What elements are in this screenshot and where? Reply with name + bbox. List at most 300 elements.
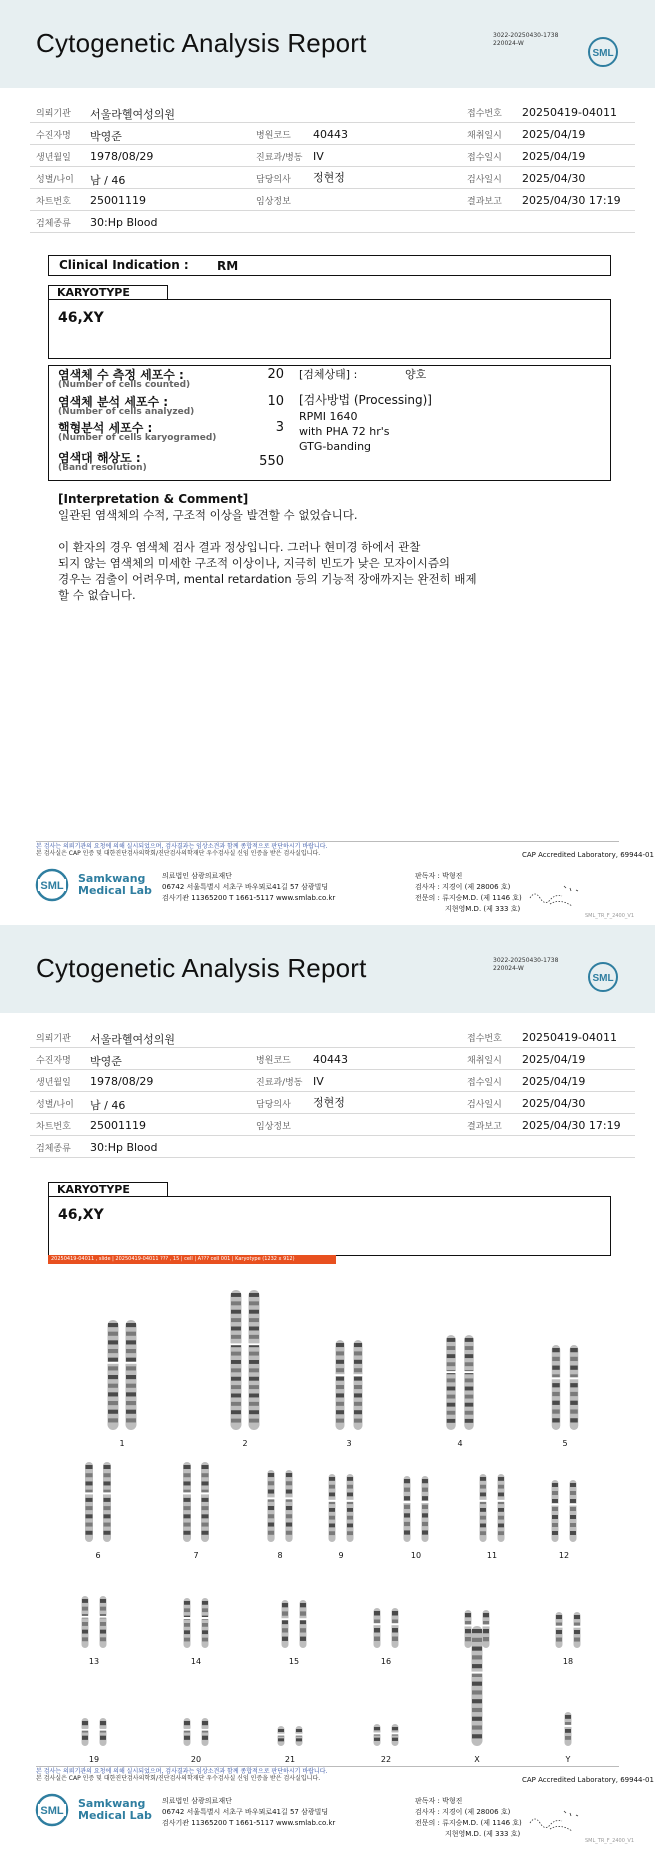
- chromosome-band: [552, 1483, 558, 1487]
- hospital-code-value: 40443: [313, 128, 348, 141]
- chromosome-band: [268, 1514, 274, 1518]
- chromosome-band: [574, 1630, 580, 1634]
- karyogram-image-bar: 20250419-04011 , slide | 20250419-04011 ??? , 15 | cell | A??? cell 001 | Karyotype (1232 x 912): [48, 1255, 336, 1264]
- specimen-label: 검체종류: [36, 219, 71, 229]
- doctor-value: 정현정: [313, 1096, 345, 1109]
- chromosome-band: [184, 1721, 190, 1725]
- chromosome-band: [483, 1613, 489, 1617]
- chromosome-band: [268, 1481, 274, 1485]
- chromosome-label-21: 21: [284, 1755, 296, 1764]
- cap-accreditation: CAP Accredited Laboratory, 69944-01: [522, 1776, 654, 1784]
- chromosome-band: [347, 1508, 353, 1512]
- chromosome-band: [329, 1524, 335, 1528]
- chart-label: 차트번호: [36, 1122, 71, 1132]
- chromosome-band: [300, 1637, 306, 1641]
- chromosome-band: [108, 1392, 118, 1396]
- chromosome-band: [249, 1335, 259, 1339]
- chart-value: 25001119: [90, 1119, 146, 1132]
- chromosome-label-Y: Y: [565, 1755, 571, 1764]
- chromosome-band: [354, 1351, 362, 1355]
- chromosome-band: [465, 1637, 471, 1641]
- chromosome-band: [184, 1481, 191, 1485]
- institution-value: 서울라헬여성의원: [90, 1033, 176, 1046]
- cells-karyogramed-value: 3: [275, 420, 284, 435]
- chromosome-band: [286, 1506, 292, 1510]
- chromosome-band: [465, 1378, 474, 1382]
- svg-text:SML: SML: [40, 1805, 64, 1817]
- chromosome-band: [465, 1411, 474, 1415]
- chromosome-band: [552, 1348, 560, 1352]
- chromosome-band: [374, 1738, 380, 1741]
- footer-notice-2: 본 검사실은 CAP 인증 및 대한진단검사의학회/진단검사의학재단 우수검사실 신임 인증을 받은 검사실입니다.: [36, 850, 321, 857]
- centromere: [463, 1371, 475, 1373]
- chromosome-band: [556, 1615, 562, 1619]
- hospital-code-label: 병원코드: [256, 131, 291, 141]
- svg-text:SML: SML: [592, 973, 614, 984]
- chromosome-band: [480, 1485, 486, 1489]
- chromosome-band: [278, 1729, 284, 1732]
- chromosome-band: [126, 1410, 136, 1414]
- chromosome-band: [565, 1729, 571, 1733]
- chromosome-pair-5: [551, 1345, 580, 1448]
- birth-value: 1978/08/29: [90, 1075, 154, 1088]
- chromosome-band: [465, 1362, 474, 1366]
- cell-counts-box: [48, 365, 611, 481]
- chromosome-band: [278, 1738, 284, 1741]
- centromere: [295, 1734, 304, 1736]
- chromosome-band: [231, 1368, 241, 1372]
- chromosome-band: [552, 1383, 560, 1387]
- result-label: 결과보고: [467, 1122, 502, 1132]
- chromosome-band: [570, 1483, 576, 1487]
- chromosome-band: [552, 1418, 560, 1422]
- tested-value: 2025/04/30: [522, 172, 586, 185]
- chromosome-band: [202, 1623, 208, 1627]
- collection-value: 2025/04/19: [522, 1053, 586, 1066]
- processing-medium: RPMI 1640: [299, 410, 358, 423]
- doctor-value: 정현정: [313, 171, 345, 184]
- chromosome-band: [404, 1522, 410, 1526]
- staff-specialist-1: 전문의 : 류지승M.D. (제 1146 호): [415, 1819, 522, 1827]
- centromere: [391, 1623, 400, 1625]
- chromosome-band: [570, 1366, 578, 1370]
- chromosome-band: [422, 1530, 428, 1534]
- chromosome-band: [108, 1401, 118, 1405]
- cap-accreditation: CAP Accredited Laboratory, 69944-01: [522, 851, 654, 859]
- chromosome-band: [374, 1637, 380, 1642]
- chromosome-band: [347, 1531, 353, 1535]
- chromosome-band: [422, 1513, 428, 1517]
- chromosome-label-7: 7: [193, 1551, 199, 1560]
- chromosome-band: [82, 1607, 88, 1611]
- chromosome-band: [552, 1357, 560, 1361]
- chromosome-band: [354, 1360, 362, 1364]
- chromosome-band: [184, 1473, 191, 1477]
- specimen-value: 30:Hp Blood: [90, 1141, 158, 1154]
- chromosome-band: [231, 1402, 241, 1406]
- chromosome-band: [202, 1481, 209, 1485]
- info-row-birth: [30, 1070, 635, 1092]
- centromere: [107, 1362, 120, 1364]
- report-title: Cytogenetic Analysis Report: [36, 953, 367, 983]
- chromosome-band: [336, 1377, 344, 1381]
- cells-counted-label: 염색체 수 측정 세포수 :: [58, 368, 184, 382]
- chromosome-band: [422, 1522, 428, 1526]
- accession-label: 접수번호: [467, 1034, 502, 1044]
- chromosome-band: [300, 1620, 306, 1624]
- chromosome-band: [202, 1498, 209, 1502]
- result-value: 2025/04/30 17:19: [522, 194, 621, 207]
- karyotype-result: 46,XY: [58, 1207, 104, 1223]
- chromosome-band: [202, 1638, 208, 1642]
- chromosome-band: [565, 1715, 571, 1719]
- chromosome-band: [347, 1485, 353, 1489]
- chromosome-band: [108, 1410, 118, 1414]
- lab-staff: [415, 1796, 522, 1840]
- chromosome-band: [249, 1394, 259, 1398]
- chromosome-pair-1: [107, 1320, 138, 1448]
- chromosome-band: [404, 1505, 410, 1509]
- chromosome-band: [347, 1516, 353, 1520]
- chromosome-band: [231, 1360, 241, 1364]
- centromere: [281, 1618, 290, 1620]
- received-label: 접수일시: [467, 1078, 502, 1088]
- sex-age-label: 성별/나이: [36, 1100, 74, 1110]
- chromosome-band: [184, 1623, 190, 1627]
- chromosome-band: [202, 1506, 209, 1510]
- chromosome-band: [202, 1601, 208, 1605]
- sex-age-label: 성별/나이: [36, 175, 74, 185]
- chromosome-band: [447, 1411, 456, 1415]
- chromosome-band: [126, 1358, 136, 1362]
- chromosome-band: [104, 1465, 111, 1469]
- chromosome-label-22: 22: [380, 1755, 392, 1764]
- dept-value: IV: [313, 1075, 324, 1088]
- chromosome-label-8: 8: [277, 1551, 283, 1560]
- chromosome-label-20: 20: [190, 1755, 202, 1764]
- interpretation-title: [Interpretation & Comment]: [58, 492, 249, 506]
- document-code: SML_TR_F_2400_V1: [585, 1838, 635, 1844]
- clinical-indication-value: RM: [217, 259, 239, 273]
- lab-address-line-1: 의료법인 삼광의료재단: [162, 872, 232, 880]
- chromosome-band: [329, 1516, 335, 1520]
- chromosome-band: [552, 1409, 560, 1413]
- footer-divider: [36, 1766, 619, 1767]
- chromosome-band: [552, 1366, 560, 1370]
- svg-text:SML: SML: [592, 48, 614, 59]
- centromere: [346, 1500, 355, 1502]
- chromosome-band: [108, 1349, 118, 1353]
- tested-label: 검사일시: [467, 1100, 502, 1110]
- dept-value: IV: [313, 150, 324, 163]
- chromosome-band: [570, 1392, 578, 1396]
- chromosome-band: [249, 1318, 259, 1322]
- chromosome-band: [552, 1491, 558, 1495]
- chromosome-band: [472, 1629, 482, 1633]
- staff-tester: 검사자 : 지경이 (제 28006 호): [415, 1808, 511, 1816]
- doctor-label: 담당의사: [256, 1100, 291, 1110]
- clinical-label: 임상정보: [256, 197, 291, 207]
- centromere: [99, 1616, 108, 1618]
- chromosome-band: [202, 1721, 208, 1725]
- chromosome-band: [392, 1727, 398, 1730]
- chromosome-band: [480, 1493, 486, 1497]
- accession-value: 20250419-04011: [522, 1031, 617, 1044]
- lab-address: [162, 1796, 335, 1829]
- chromosome-pair-18: [555, 1612, 582, 1666]
- lab-staff: [415, 871, 522, 915]
- chromosome-band: [282, 1603, 288, 1607]
- chromosome-band: [329, 1485, 335, 1489]
- chromosome-band: [86, 1523, 93, 1527]
- chromosome-band: [404, 1496, 410, 1500]
- chromosome-band: [100, 1721, 106, 1725]
- chromosome-band: [465, 1613, 471, 1617]
- svg-text:SML: SML: [40, 880, 64, 892]
- centromere: [81, 1729, 90, 1731]
- centromere: [99, 1729, 108, 1731]
- chromosome-band: [336, 1419, 344, 1423]
- centromere: [353, 1374, 364, 1376]
- chromosome-band: [483, 1629, 489, 1633]
- chromosome-band: [552, 1523, 558, 1527]
- chromosome-band: [472, 1664, 482, 1668]
- chromosome-band: [354, 1368, 362, 1372]
- chromosome-band: [336, 1343, 344, 1347]
- chromosome-band: [570, 1523, 576, 1527]
- chromosome-band: [126, 1401, 136, 1405]
- chromosome-band: [100, 1736, 106, 1740]
- chromosome-band: [231, 1310, 241, 1314]
- chromosome-band: [472, 1655, 482, 1659]
- chromosome-band: [447, 1395, 456, 1399]
- footer-divider: [36, 841, 619, 842]
- centromere: [373, 1623, 382, 1625]
- specimen-label: 검체종류: [36, 1144, 71, 1154]
- chromosome-band: [126, 1366, 136, 1370]
- chromosome-band: [300, 1603, 306, 1607]
- chromosome-band: [249, 1327, 259, 1331]
- chart-value: 25001119: [90, 194, 146, 207]
- chromosome-band: [552, 1499, 558, 1503]
- chromosome-band: [108, 1384, 118, 1388]
- chromosome-band: [483, 1637, 489, 1641]
- name-label: 수진자명: [36, 1056, 71, 1066]
- centromere: [445, 1371, 457, 1373]
- hospital-code-label: 병원코드: [256, 1056, 291, 1066]
- lab-name-line-1: Samkwang: [78, 872, 146, 885]
- document-id: [493, 957, 558, 973]
- chromosome-pair-12: [551, 1480, 578, 1560]
- chromosome-band: [268, 1531, 274, 1535]
- chromosome-band: [374, 1727, 380, 1730]
- chromosome-band: [231, 1419, 241, 1423]
- chromosome-band: [108, 1375, 118, 1379]
- interpretation-line-1: 일관된 염색체의 수적, 구조적 이상을 발견할 수 없었습니다.: [58, 508, 358, 522]
- chromosome-band: [336, 1360, 344, 1364]
- specimen-value: 30:Hp Blood: [90, 216, 158, 229]
- clinical-indication-label: Clinical Indication :: [59, 258, 189, 272]
- chromosome-band: [570, 1357, 578, 1361]
- chromosome-band: [282, 1628, 288, 1632]
- chromosome-band: [354, 1343, 362, 1347]
- chromosome-band: [184, 1465, 191, 1469]
- clinical-indication-box: [48, 255, 611, 276]
- staff-specialist-2: 지현영M.D. (제 333 호): [445, 1830, 521, 1838]
- chromosome-band: [447, 1354, 456, 1358]
- chromosome-label-3: 3: [346, 1439, 352, 1448]
- chromosome-band: [126, 1340, 136, 1344]
- chromosome-band: [108, 1418, 118, 1422]
- chromosome-band: [231, 1385, 241, 1389]
- chromosome-band: [268, 1490, 274, 1494]
- chromosome-band: [104, 1473, 111, 1477]
- chromosome-band: [268, 1523, 274, 1527]
- centromere: [471, 1672, 484, 1674]
- chromosome-band: [286, 1481, 292, 1485]
- document-id-line-2: 220024-W: [493, 40, 524, 47]
- chromosome-band: [249, 1410, 259, 1414]
- centromere: [391, 1732, 400, 1734]
- chromosome-band: [286, 1490, 292, 1494]
- document-id-line-1: 3022-20250430-1738: [493, 32, 559, 39]
- chromosome-band: [184, 1638, 190, 1642]
- interpretation-line-2: 이 환자의 경우 염색체 검사 결과 정상입니다. 그러나 현미경 하에서 관찰: [58, 540, 421, 554]
- specimen-status-label: [검체상태] :: [299, 368, 358, 381]
- chromosome-band: [498, 1516, 504, 1520]
- chromosome-band: [472, 1638, 482, 1642]
- band-resolution-label: 염색대 해상도 :: [58, 451, 141, 465]
- name-label: 수진자명: [36, 131, 71, 141]
- chromosome-band: [100, 1622, 106, 1626]
- chromosome-band: [286, 1531, 292, 1535]
- info-row-sex-age: [30, 1092, 635, 1114]
- hospital-code-value: 40443: [313, 1053, 348, 1066]
- chromosome-band: [184, 1506, 191, 1510]
- chromosome-band: [422, 1488, 428, 1492]
- chromosome-pair-6: [84, 1462, 112, 1560]
- footer-notice-2: 본 검사실은 CAP 인증 및 대한진단검사의학회/진단검사의학재단 우수검사실 신임 인증을 받은 검사실입니다.: [36, 1775, 321, 1782]
- chromosome-band: [108, 1323, 118, 1327]
- chromosome-band: [231, 1327, 241, 1331]
- chromosome-band: [108, 1366, 118, 1370]
- centromere: [277, 1734, 286, 1736]
- chromosome-band: [202, 1736, 208, 1740]
- chromosome-band: [104, 1514, 111, 1518]
- chromosome-pair-7: [182, 1462, 210, 1560]
- info-row-chart: [30, 189, 635, 211]
- chromosome-band: [570, 1383, 578, 1387]
- processing-label: [검사방법 (Processing)]: [299, 393, 432, 407]
- chromosome-band: [447, 1346, 456, 1350]
- chromosome-pair-4: [445, 1335, 475, 1448]
- centromere: [183, 1617, 192, 1619]
- document-id: [493, 32, 558, 48]
- chromosome-band: [465, 1387, 474, 1391]
- chromosome-band: [249, 1402, 259, 1406]
- chromosome-band: [354, 1385, 362, 1389]
- lab-name-line-2: Medical Lab: [78, 1809, 152, 1822]
- chromosome-band: [465, 1354, 474, 1358]
- chromosome-band: [268, 1506, 274, 1510]
- centromere: [230, 1343, 243, 1345]
- centromere: [573, 1626, 582, 1628]
- chromosome-band: [480, 1524, 486, 1528]
- chromosome-band: [126, 1323, 136, 1327]
- report-title: Cytogenetic Analysis Report: [36, 28, 367, 58]
- chromosome-band: [552, 1392, 560, 1396]
- chromosome-band: [336, 1393, 344, 1397]
- chromosome-band: [472, 1647, 482, 1651]
- chromosome-label-16: 16: [380, 1657, 392, 1666]
- document-code: SML_TR_F_2400_V1: [585, 913, 635, 919]
- staff-tester: 검사자 : 지경이 (제 28006 호): [415, 883, 511, 891]
- processing-banding: GTG-banding: [299, 440, 372, 453]
- lab-address-line-2: 06742 서울특별시 서초구 바우뫼로41길 57 삼광빌딩: [162, 883, 329, 891]
- info-row-sex-age: [30, 167, 635, 189]
- interpretation-line-5: 할 수 없습니다.: [58, 588, 136, 602]
- interpretation-line-4: 경우는 검출이 어려우며, mental retardation 등의 기능적 장애까지는 완전히 배제: [58, 572, 477, 586]
- chromosome-band: [472, 1682, 482, 1686]
- chromosome-band: [104, 1523, 111, 1527]
- chromosome-band: [422, 1505, 428, 1509]
- accession-label: 접수번호: [467, 109, 502, 119]
- chromosome-band: [472, 1708, 482, 1712]
- report-header: [0, 925, 655, 1013]
- chromosome-band: [86, 1531, 93, 1535]
- chromosome-band: [404, 1479, 410, 1483]
- chromosome-band: [82, 1622, 88, 1626]
- chromosome-band: [354, 1410, 362, 1414]
- chromosome-band: [202, 1630, 208, 1634]
- chromosome-band: [202, 1531, 209, 1535]
- centromere: [201, 1617, 210, 1619]
- centromere: [266, 1497, 275, 1499]
- chromosome-band: [329, 1477, 335, 1481]
- chromosome-band: [300, 1611, 306, 1615]
- chromosome-band: [556, 1638, 562, 1642]
- chromosome-band: [465, 1419, 474, 1423]
- result-label: 결과보고: [467, 197, 502, 207]
- chromosome-band: [552, 1401, 560, 1405]
- info-row-chart: [30, 1114, 635, 1136]
- centromere: [183, 1729, 192, 1731]
- lab-name: [78, 873, 152, 897]
- cells-analyzed-label: 염색체 분석 세포수 :: [58, 395, 169, 409]
- chromosome-band: [447, 1387, 456, 1391]
- cells-counted-sub: (Number of cells counted): [58, 380, 191, 390]
- centromere: [335, 1374, 346, 1376]
- chromosome-band: [184, 1498, 191, 1502]
- staff-reader: 판독자 : 박형진: [415, 1797, 463, 1805]
- chromosome-band: [286, 1473, 292, 1477]
- chromosome-band: [86, 1473, 93, 1477]
- chromosome-band: [472, 1725, 482, 1729]
- institution-value: 서울라헬여성의원: [90, 108, 176, 121]
- chromosome-label-2: 2: [242, 1439, 248, 1448]
- chromosome-band: [347, 1477, 353, 1481]
- centromere: [479, 1500, 488, 1502]
- chromosome-band: [447, 1403, 456, 1407]
- chromosome-label-1: 1: [119, 1439, 125, 1448]
- footer-notice-1: 본 검사는 의뢰기관의 요청에 의해 실시되었으며, 검사결과는 임상소견과 함께 종합적으로 판단하시기 바랍니다.: [36, 843, 328, 850]
- chromosome-pair-11: [479, 1474, 506, 1560]
- interpretation-line-3: 되지 않는 염색체의 미세한 구조적 이상이나, 지극히 빈도가 낮은 모자이시즘의: [58, 556, 451, 570]
- chromosome-pair-2: [230, 1290, 261, 1448]
- chromosome-band: [126, 1392, 136, 1396]
- processing-culture: with PHA 72 hr's: [299, 425, 390, 438]
- chromosome-band: [100, 1637, 106, 1641]
